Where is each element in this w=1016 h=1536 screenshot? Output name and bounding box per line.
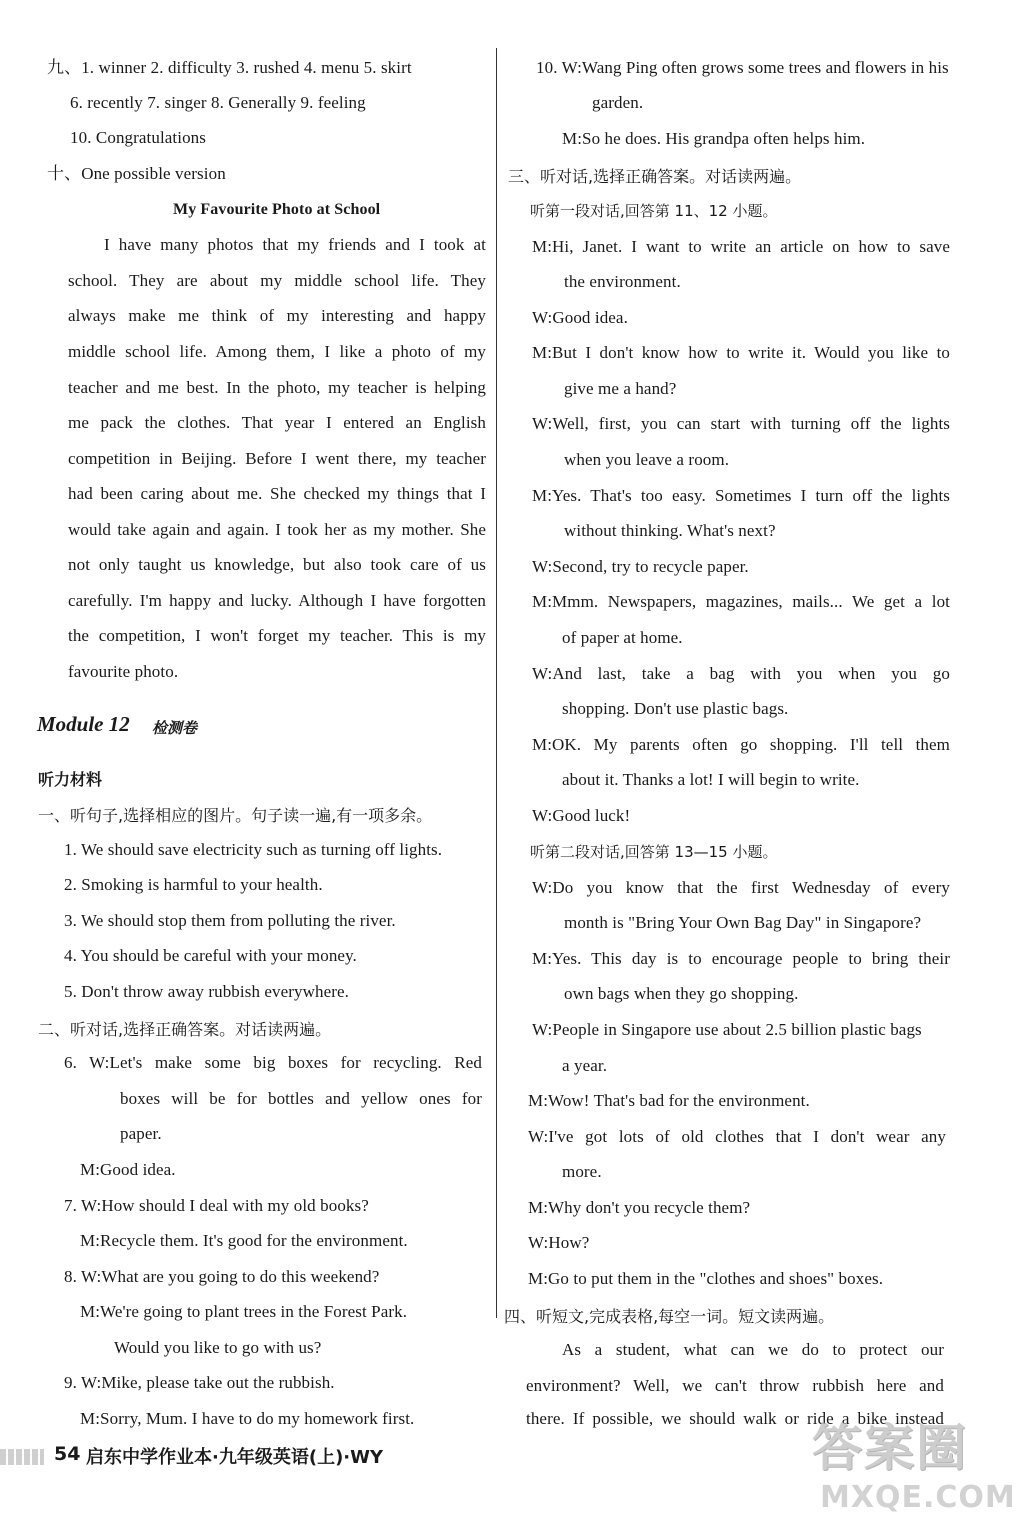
section-9-line-1: 九、1. winner 2. difficulty 3. rushed 4. menu 5. skirt — [47, 58, 412, 77]
dialogue-line: Would you like to go with us? — [114, 1338, 322, 1357]
dialogue-line: W:Good idea. — [532, 308, 628, 327]
dialogue-line: boxes will be for bottles and yellow ones for — [120, 1089, 482, 1108]
page-number: 54 — [54, 1443, 81, 1465]
watermark-site: MXQE.COM — [820, 1480, 1016, 1515]
book-title: 启东中学作业本·九年级英语(上)·WY — [86, 1447, 384, 1468]
dialogue-line: W:Do you know that the first Wednesday of every — [532, 878, 950, 897]
page-footer — [0, 1441, 520, 1471]
dialogue-line: 6. W:Let's make some big boxes for recycling. Red — [64, 1053, 482, 1072]
part-3-heading: 三、听对话,选择正确答案。对话读两遍。 — [508, 167, 802, 186]
dialogue-line: M:So he does. His grandpa often helps him. — [562, 129, 866, 148]
essay-line: would take again and again. I took her as my mother. She — [68, 520, 486, 539]
part-1-item: 3. We should stop them from polluting the river. — [64, 911, 396, 930]
module-subtitle: 检测卷 — [152, 719, 198, 737]
dialogue-line: W:I've got lots of old clothes that I don't wear any — [528, 1127, 946, 1146]
essay-line: always make me think of my interesting and happy — [68, 306, 486, 325]
dialogue-line: 7. W:How should I deal with my old books? — [64, 1196, 369, 1215]
dialogue-line: own bags when they go shopping. — [564, 984, 799, 1003]
essay-line: not only taught us knowledge, but also took care of us — [68, 555, 486, 574]
dialogue-line: the environment. — [564, 272, 681, 291]
dialogue-line: 9. W:Mike, please take out the rubbish. — [64, 1373, 335, 1392]
dialogue-line: a year. — [562, 1056, 608, 1075]
essay-line: me pack the clothes. That year I entered an English — [68, 413, 486, 432]
dialogue-2-heading: 听第二段对话,回答第 13—15 小题。 — [530, 843, 778, 861]
essay-line: carefully. I'm happy and lucky. Although I have forgotten — [68, 591, 486, 610]
passage-line: there. If possible, we should walk or ride a bike instead — [526, 1409, 944, 1428]
dialogue-line: M:Yes. That's too easy. Sometimes I turn off the lights — [532, 486, 950, 505]
dialogue-line: M:Go to put them in the "clothes and shoes" boxes. — [528, 1269, 884, 1288]
section-10-heading: 十、One possible version — [47, 164, 226, 183]
essay-line: the competition, I won't forget my teacher. This is my — [68, 626, 486, 645]
essay-line: teacher and me best. In the photo, my teacher is helping — [68, 378, 486, 397]
dialogue-line: M:Yes. This day is to encourage people to bring their — [532, 949, 950, 968]
dialogue-line: shopping. Don't use plastic bags. — [562, 699, 789, 718]
dialogue-line: W:Well, first, you can start with turning off the lights — [532, 414, 950, 433]
dialogue-line: month is "Bring Your Own Bag Day" in Singapore? — [564, 913, 922, 932]
passage-line: As a student, what can we do to protect our — [562, 1340, 944, 1359]
dialogue-line: M:We're going to plant trees in the Forest Park. — [80, 1302, 408, 1321]
dialogue-line: M:Sorry, Mum. I have to do my homework first. — [80, 1409, 415, 1428]
dialogue-line: more. — [562, 1162, 602, 1181]
dialogue-1-heading: 听第一段对话,回答第 11、12 小题。 — [530, 202, 778, 220]
part-1-item: 1. We should save electricity such as turning off lights. — [64, 840, 443, 859]
dialogue-line: paper. — [120, 1124, 162, 1143]
section-9-line-2: 6. recently 7. singer 8. Generally 9. feeling — [70, 93, 366, 112]
section-9-line-3: 10. Congratulations — [70, 128, 206, 147]
dialogue-line: of paper at home. — [562, 628, 683, 647]
dialogue-line: M:But I don't know how to write it. Would you like to — [532, 343, 950, 362]
watermark-logo: 答案圈 — [812, 1419, 968, 1477]
dialogue-line: M:OK. My parents often go shopping. I'll tell them — [532, 735, 950, 754]
footer-decoration — [0, 1449, 44, 1465]
essay-line: favourite photo. — [68, 662, 179, 681]
dialogue-line: when you leave a room. — [564, 450, 730, 469]
dialogue-line: M:Good idea. — [80, 1160, 176, 1179]
dialogue-line: M:Why don't you recycle them? — [528, 1198, 751, 1217]
essay-line: I have many photos that my friends and I took at — [104, 235, 486, 254]
dialogue-line: M:Wow! That's bad for the environment. — [528, 1091, 810, 1110]
part-1-item: 4. You should be careful with your money. — [64, 946, 357, 965]
dialogue-line: give me a hand? — [564, 379, 677, 398]
dialogue-line: 10. W:Wang Ping often grows some trees and flowers in his — [536, 58, 949, 77]
essay-title: My Favourite Photo at School — [173, 201, 381, 218]
essay-line: had been caring about me. She checked my things that I — [68, 484, 486, 503]
essay-line: middle school life. Among them, I like a photo of my — [68, 342, 486, 361]
part-4-heading: 四、听短文,完成表格,每空一词。短文读两遍。 — [504, 1307, 835, 1326]
dialogue-line: garden. — [592, 93, 644, 112]
dialogue-line: W:How? — [528, 1233, 590, 1252]
dialogue-line: without thinking. What's next? — [564, 521, 776, 540]
column-divider — [496, 48, 497, 1318]
dialogue-line: W:And last, take a bag with you when you go — [532, 664, 950, 683]
essay-line: competition in Beijing. Before I went there, my teacher — [68, 449, 486, 468]
module-title: Module 12 — [37, 712, 130, 736]
part-1-item: 5. Don't throw away rubbish everywhere. — [64, 982, 350, 1001]
dialogue-line: about it. Thanks a lot! I will begin to write. — [562, 770, 860, 789]
dialogue-line: M:Mmm. Newspapers, magazines, mails... We get a lot — [532, 592, 950, 611]
part-1-heading: 一、听句子,选择相应的图片。句子读一遍,有一项多余。 — [38, 806, 433, 825]
dialogue-line: M:Recycle them. It's good for the environment. — [80, 1231, 408, 1250]
part-1-item: 2. Smoking is harmful to your health. — [64, 875, 323, 894]
dialogue-line: W:Second, try to recycle paper. — [532, 557, 749, 576]
dialogue-line: 8. W:What are you going to do this weekend? — [64, 1267, 380, 1286]
passage-line: environment? Well, we can't throw rubbish here and — [526, 1376, 944, 1395]
dialogue-line: W:Good luck! — [532, 806, 631, 825]
watermark — [812, 1408, 1016, 1528]
essay-line: school. They are about my middle school life. They — [68, 271, 486, 290]
dialogue-line: W:People in Singapore use about 2.5 billion plastic bags — [532, 1020, 922, 1039]
listening-heading: 听力材料 — [38, 770, 103, 789]
part-2-heading: 二、听对话,选择正确答案。对话读两遍。 — [38, 1020, 332, 1039]
dialogue-line: M:Hi, Janet. I want to write an article on how to save — [532, 237, 950, 256]
